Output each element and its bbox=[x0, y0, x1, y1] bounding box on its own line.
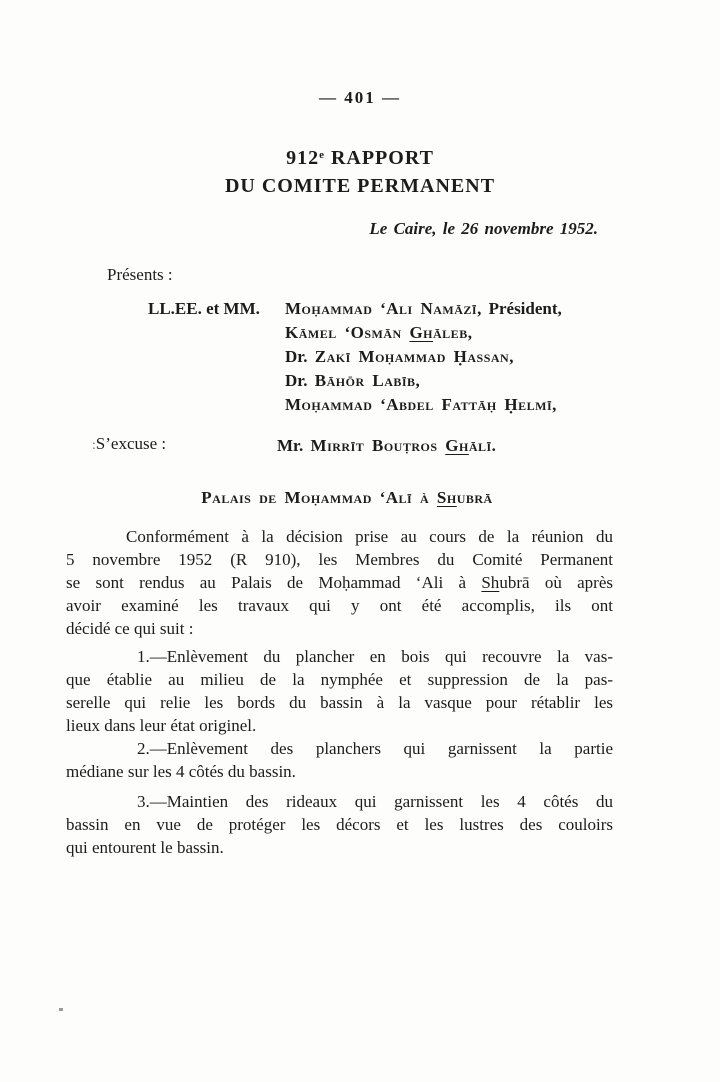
text-line: 5 novembre 1952 (R 910), les Membres du Comité Permanent bbox=[66, 550, 613, 569]
text-line: décidé ce qui suit : bbox=[66, 619, 194, 638]
section-heading: Palais de Moḥammad ‘Alī à Shubrā bbox=[201, 488, 493, 507]
member-lines bbox=[285, 297, 720, 417]
excused-row bbox=[0, 434, 720, 458]
text-line: se sont rendus au Palais de Moḥammad ‘Ali à Shubrā où après bbox=[66, 573, 613, 592]
text-line: bassin en vue de protéger les décors et les lustres des couloirs bbox=[66, 815, 613, 834]
attendance-prefix: LL.EE. et MM. bbox=[148, 299, 260, 318]
report-title: 912e RAPPORT bbox=[286, 147, 434, 169]
text-line: 2.—Enlèvement des planchers qui garnissent la partie bbox=[137, 739, 613, 758]
ordered-item-1 bbox=[66, 645, 613, 737]
presents-label: Présents : bbox=[107, 265, 173, 284]
attendance-list bbox=[0, 297, 720, 417]
excuse-label: :S’excuse : bbox=[92, 434, 167, 453]
excused-member: Mr. Mirrīt Bouṭros Ghālī. bbox=[277, 436, 497, 455]
member-line: Moḥammad ‘Abdel Fattāḥ Ḥelmī, bbox=[285, 395, 557, 414]
dateline: Le Caire, le 26 novembre 1952. bbox=[369, 219, 598, 238]
text-line: 3.—Maintien des rideaux qui garnissent les 4 côtés du bbox=[137, 792, 613, 811]
text-line: lieux dans leur état originel. bbox=[66, 716, 257, 735]
ordered-item-2 bbox=[66, 737, 613, 783]
member-line: Dr. Bāhōr Labīb, bbox=[285, 371, 421, 390]
text-line: médiane sur les 4 côtés du bassin. bbox=[66, 762, 296, 781]
text-line: 1.—Enlèvement du plancher en bois qui recouvre la vas- bbox=[137, 647, 613, 666]
text-line: que établie au milieu de la nymphée et suppression de la pas- bbox=[66, 670, 613, 689]
text-line: avoir examiné les travaux qui y ont été accomplis, ils ont bbox=[66, 596, 613, 615]
scan-speck bbox=[59, 1008, 63, 1011]
paragraph-intro bbox=[66, 525, 613, 640]
ordered-item-3 bbox=[66, 790, 613, 859]
text-line: Conformément à la décision prise au cours de la réunion du bbox=[126, 527, 613, 546]
member-line: Kāmel ‘Osmān Ghāleb, bbox=[285, 323, 473, 342]
member-line: Dr. Zakī Moḥammad Ḥassan, bbox=[285, 347, 514, 366]
text-line: qui entourent le bassin. bbox=[66, 838, 224, 857]
report-subtitle: DU COMITE PERMANENT bbox=[224, 175, 496, 197]
member-line: Moḥammad ‘Ali Namāzī, Président, bbox=[285, 299, 562, 318]
text-line: serelle qui relie les bords du bassin à la vasque pour rétablir les bbox=[66, 693, 613, 712]
page-number: — 401 — bbox=[319, 88, 401, 107]
